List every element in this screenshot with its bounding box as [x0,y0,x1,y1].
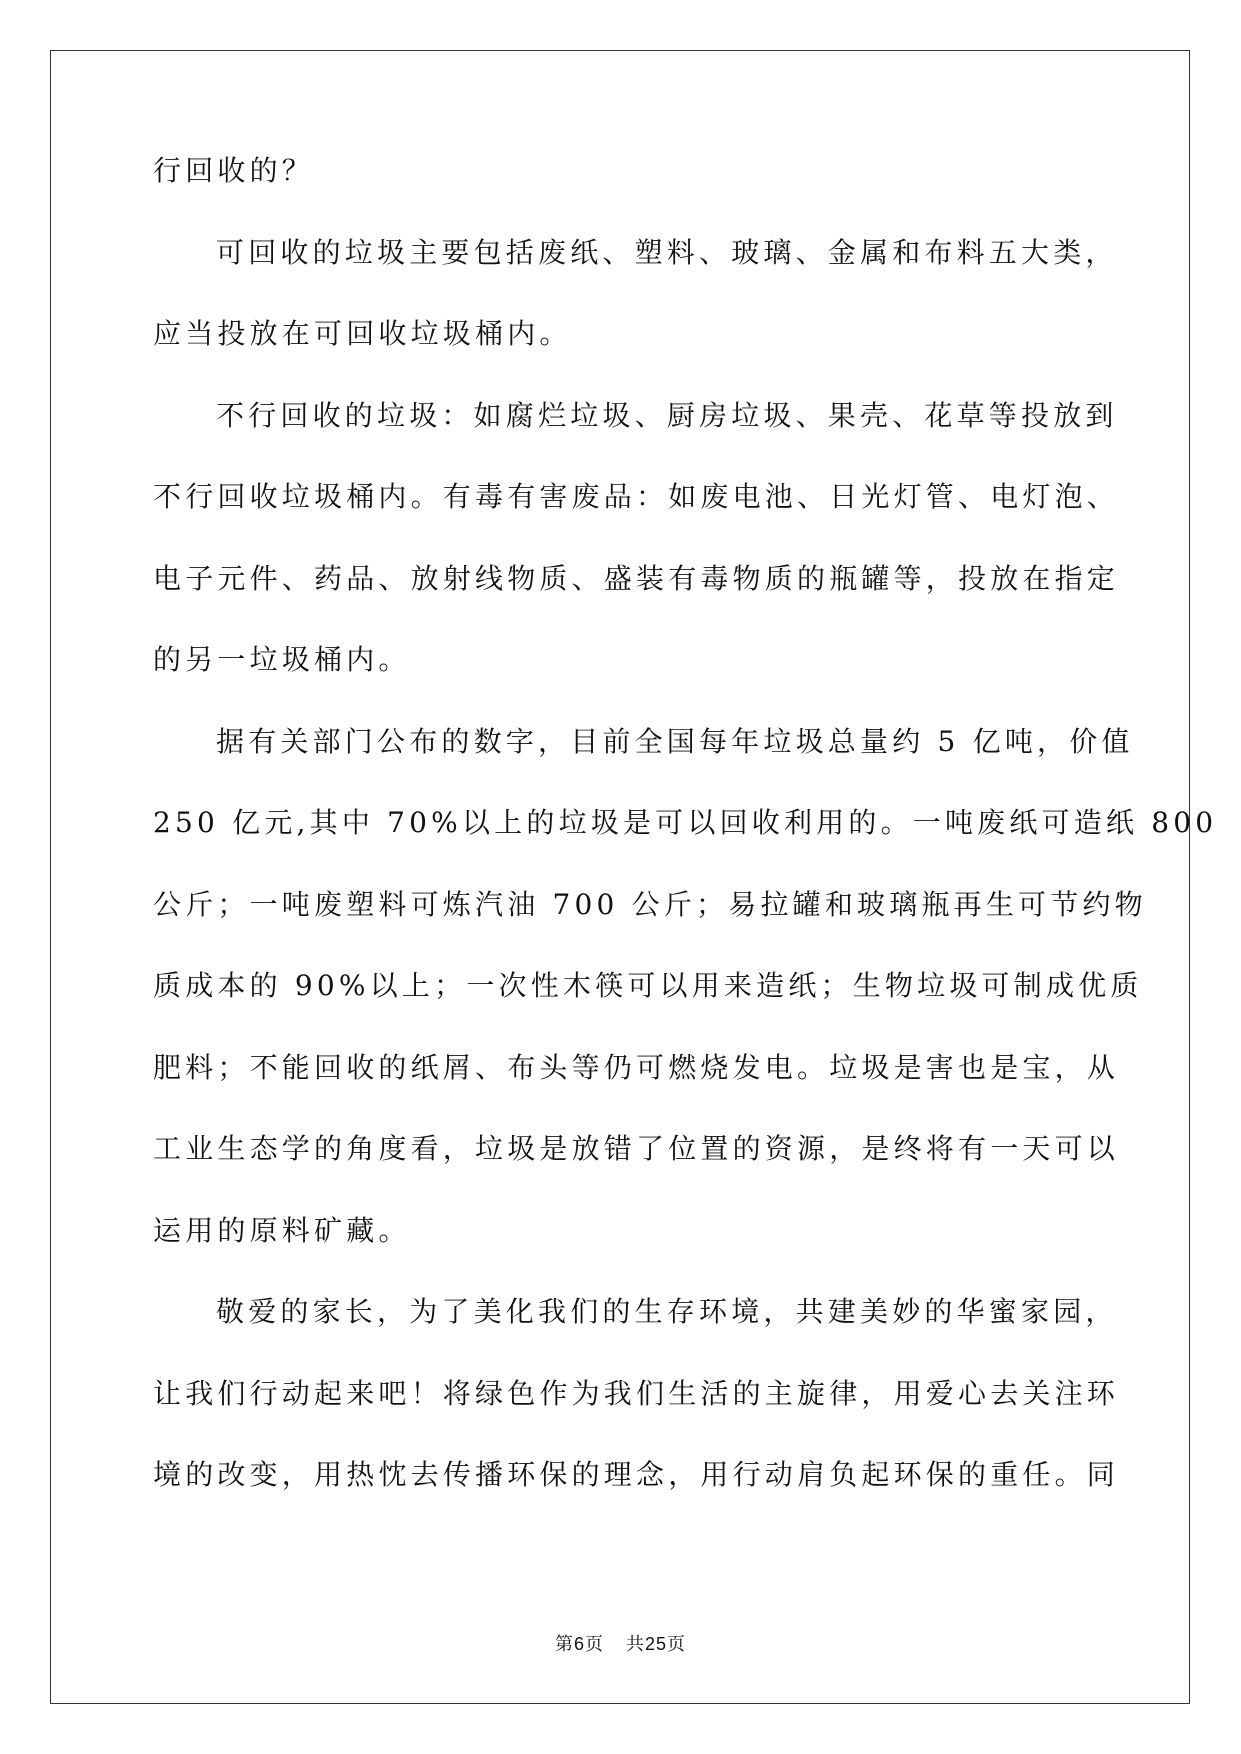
page-suffix: 页 [584,1634,604,1655]
text-line: 250 亿元,其中 70%以上的垃圾是可以回收利用的。一吨废纸可造纸 800 [153,806,1218,839]
text-line: 工业生态学的角度看，垃圾是放错了位置的资源，是终将有一天可以 [153,1132,1120,1165]
page-number: 6 [573,1634,585,1654]
document-body [153,130,1218,1516]
paragraph-start-line: 不行回收的垃圾：如腐烂垃圾、厨房垃圾、果壳、花草等投放到 [216,398,1118,432]
text-line: 肥料；不能回收的纸屑、布头等仍可燃烧发电。垃圾是害也是宝，从 [153,1050,1120,1084]
paragraph-start-line: 敬爱的家长，为了美化我们的生存环境，共建美妙的华蜜家园， [216,1295,1118,1328]
text-line: 质成本的 90%以上；一次性木筷可以用来造纸；生物垃圾可制成优质 [153,969,1143,1002]
text-line: 应当投放在可回收垃圾桶内。 [153,317,572,350]
paragraph-start-line: 可回收的垃圾主要包括废纸、塑料、玻璃、金属和布料五大类， [216,235,1118,269]
text-line: 公斤；一吨废塑料可炼汽油 700 公斤；易拉罐和玻璃瓶再生可节约物 [153,887,1147,921]
text-line: 行回收的？ [153,154,315,187]
paragraph-start-line: 据有关部门公布的数字，目前全国每年垃圾总量约 5 亿吨，价值 [216,724,1134,758]
text-line: 运用的原料矿藏。 [153,1213,411,1247]
text-line: 电子元件、药品、放射线物质、盛装有毒物质的瓶罐等，投放在指定 [153,561,1120,595]
text-line: 的另一垃圾桶内。 [153,643,411,676]
page-footer [0,1630,1241,1656]
text-line: 境的改变，用热忱去传播环保的理念，用行动肩负起环保的重任。同 [153,1458,1120,1491]
text-line: 让我们行动起来吧！将绿色作为我们生活的主旋律，用爱心去关注环 [153,1376,1120,1410]
page-prefix: 第 [554,1634,574,1655]
total-suffix: 页 [667,1634,687,1655]
text-line: 不行回收垃圾桶内。有毒有害废品：如废电池、日光灯管、电灯泡、 [153,480,1120,513]
total-pages: 25 [644,1634,668,1654]
total-prefix: 共 [625,1634,645,1655]
